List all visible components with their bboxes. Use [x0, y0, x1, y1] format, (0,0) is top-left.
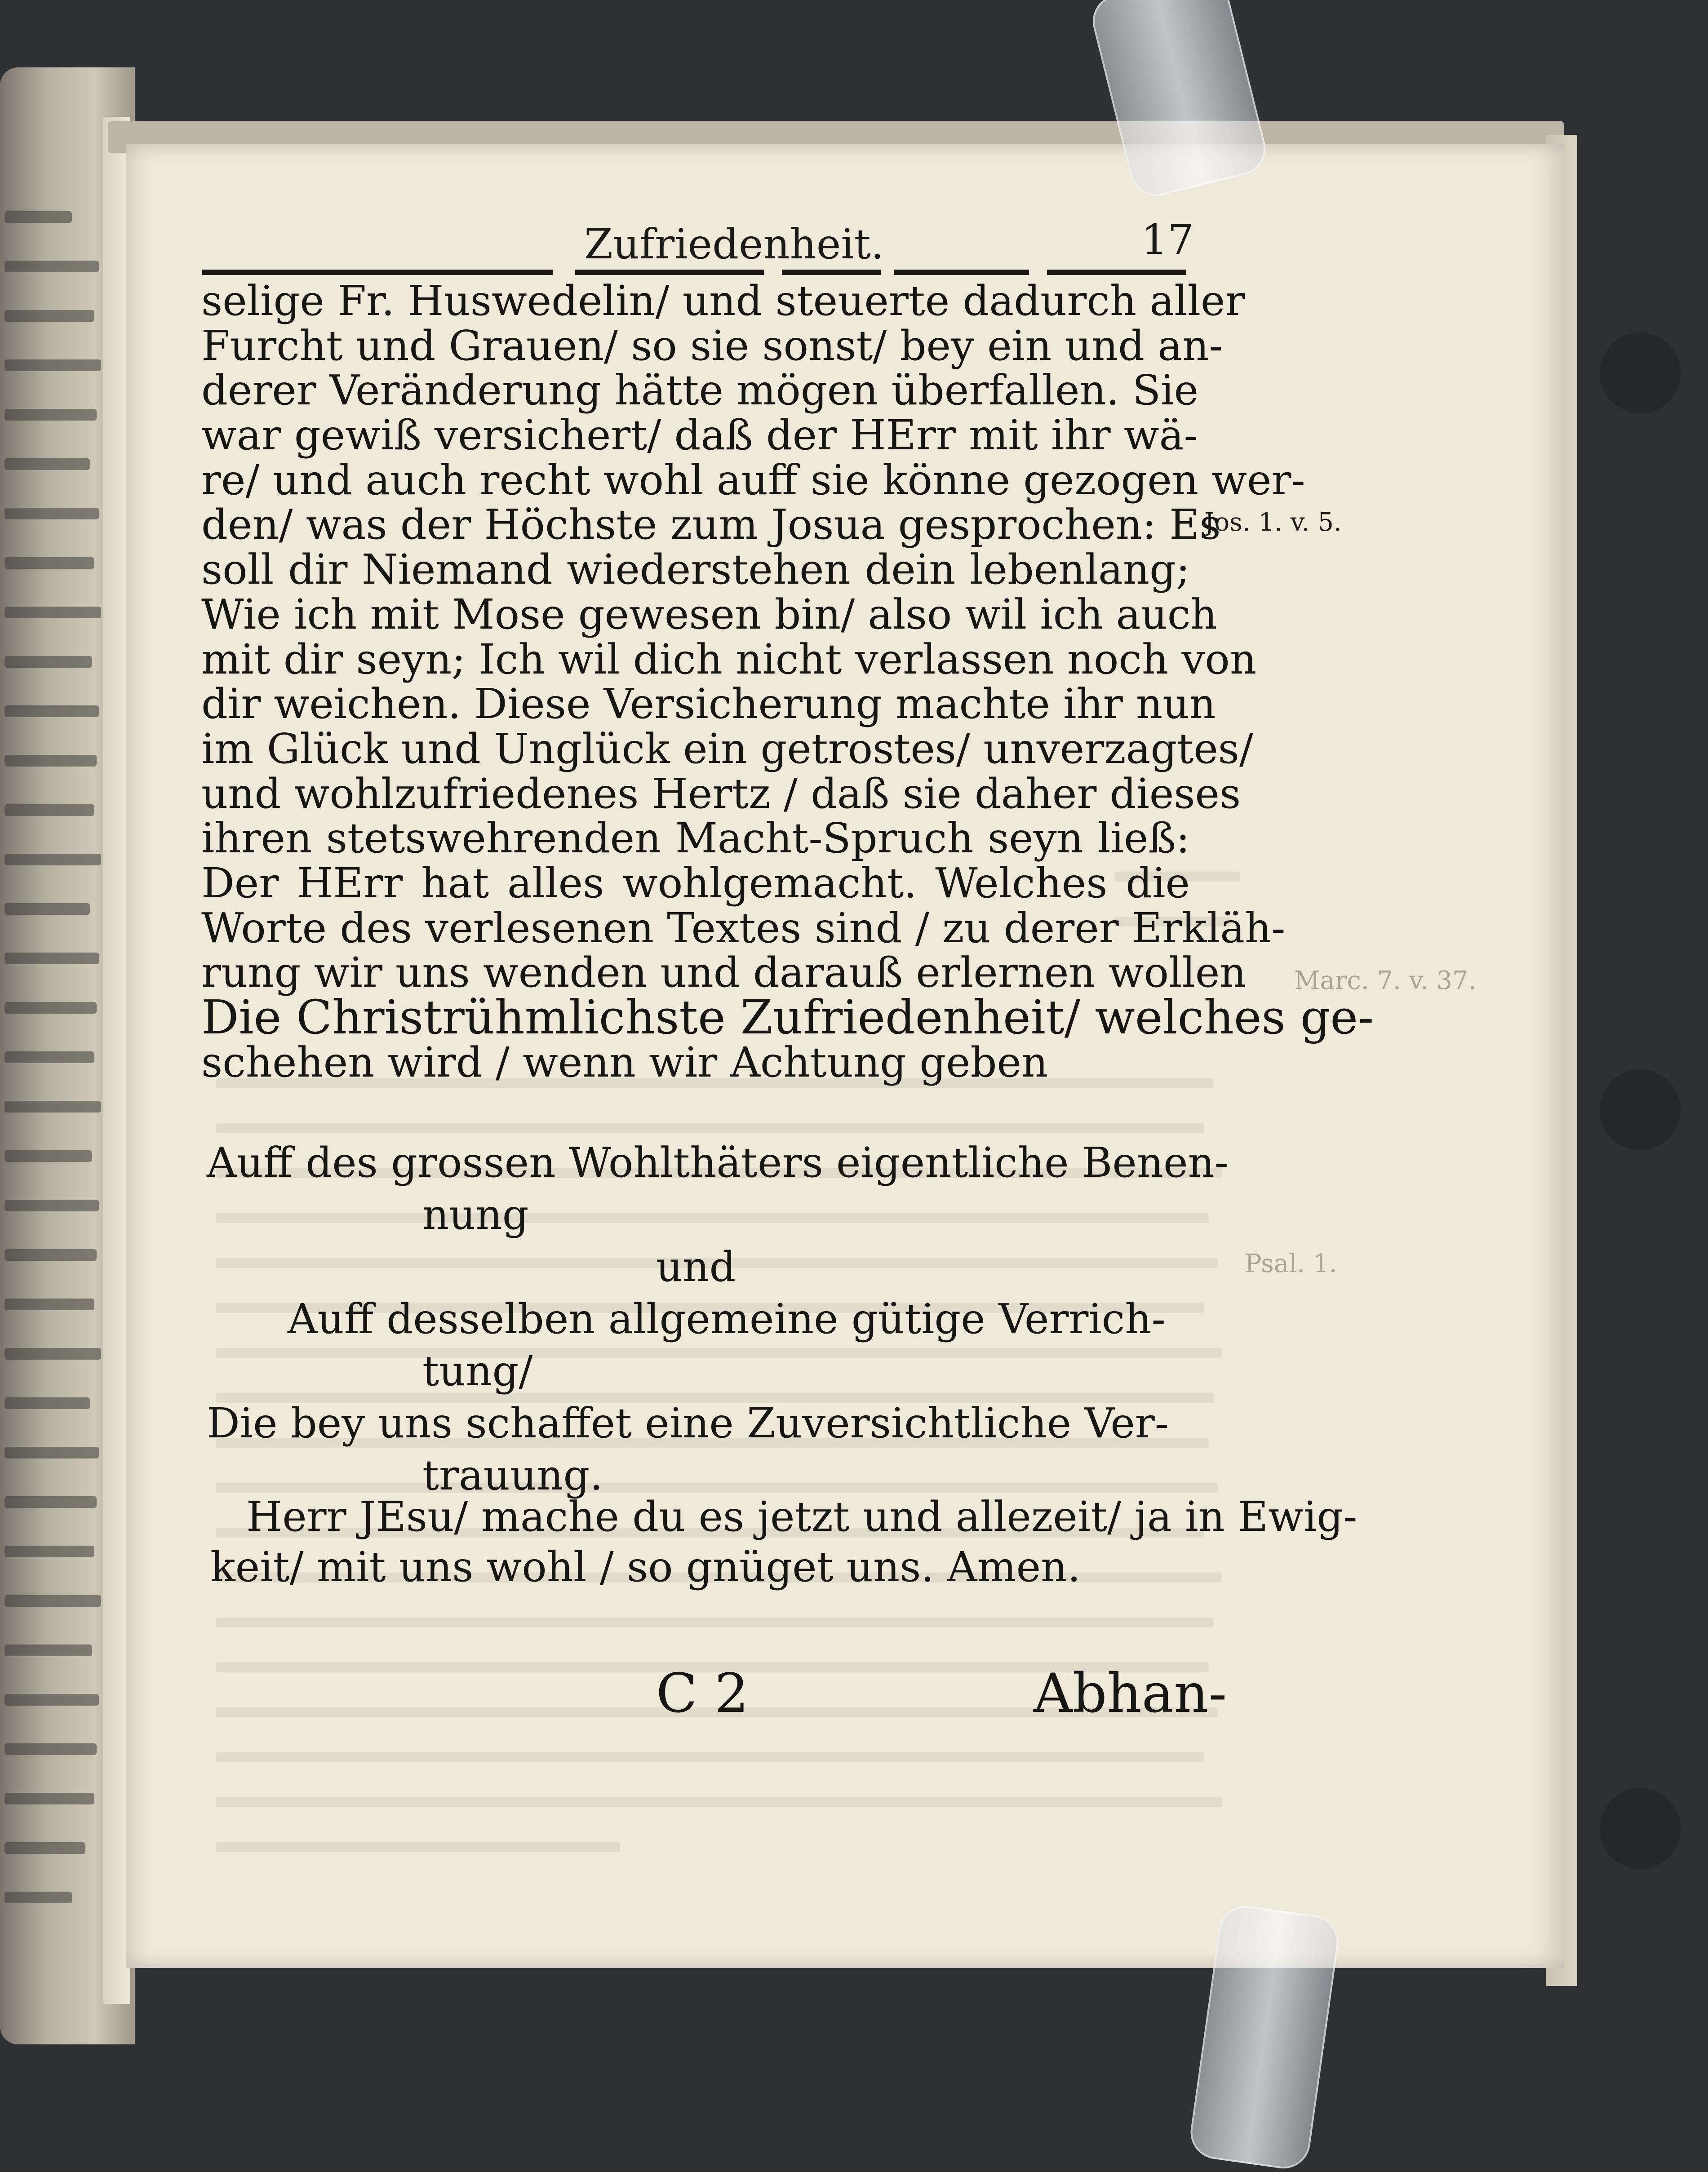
page-number: 17: [1141, 216, 1194, 264]
running-head: Zufriedenheit.: [584, 220, 884, 268]
margin-note: Jos. 1. v. 5.: [1204, 508, 1342, 537]
head-rule: [782, 270, 881, 275]
scanner-bed-hole: [1600, 1069, 1681, 1150]
division-part-three-cont: trauung.: [422, 1451, 603, 1499]
text-line: Worte des verlesenen Textes sind / zu derer Erkläh-: [201, 904, 1286, 952]
bleed-note: Psal. 1.: [1245, 1249, 1337, 1278]
division-part-one-cont: nung: [422, 1191, 529, 1239]
text-line: Die Christrühmlichste Zufriedenheit/ welches ge-: [201, 990, 1374, 1045]
sermon-division: [207, 1137, 1229, 1502]
prayer-line: Herr JEsu/ mache du es jetzt und allezeit/ ja in Ewig-: [246, 1493, 1358, 1541]
signature-mark: C 2: [656, 1662, 749, 1725]
text-line: Wie ich mit Mose gewesen bin/ also wil ich auch: [201, 590, 1217, 638]
text-line: und wohlzufriedenes Hertz / daß sie daher dieses: [201, 769, 1241, 818]
text-line: derer Veränderung hätte mögen überfallen. Sie: [201, 366, 1199, 415]
text-line: re/ und auch recht wohl auff sie könne gezogen wer-: [201, 456, 1305, 504]
head-rule: [575, 270, 764, 275]
division-part-two: Auff desselben allgemeine gütige Verrich-: [288, 1295, 1166, 1343]
division-part-three: Die bey uns schaffet eine Zuversichtliche Ver-: [207, 1399, 1169, 1447]
text-line: den/ was der Höchste zum Josua gesprochen: Es: [201, 501, 1221, 549]
bleed-note: Marc. 7. v. 37.: [1294, 966, 1477, 995]
division-part-two-cont: tung/: [422, 1347, 533, 1395]
text-line: mit dir seyn; Ich wil dich nicht verlassen noch von: [201, 635, 1257, 683]
text-line: schehen wird / wenn wir Achtung geben: [201, 1038, 1048, 1086]
text-line: ihren stetswehrenden Macht-Spruch seyn ließ:: [201, 814, 1190, 863]
text-line: soll dir Niemand wiederstehen dein lebenlang;: [201, 545, 1190, 594]
head-rule: [894, 270, 1029, 275]
scanner-bed-hole: [1600, 332, 1681, 413]
scanner-bed-hole: [1600, 1788, 1681, 1869]
catchword: Abhan-: [1034, 1662, 1227, 1725]
text-line: selige Fr. Huswedelin/ und steuerte dadurch aller: [201, 277, 1245, 325]
head-rule: [1047, 270, 1186, 275]
text-line: Furcht und Grauen/ so sie sonst/ bey ein und an-: [201, 321, 1223, 370]
text-line: Der HErr hat alles wohlgemacht. Welches die: [201, 859, 1190, 907]
text-line: im Glück und Unglück ein getrostes/ unverzagtes/: [201, 724, 1253, 773]
closing-prayer: [210, 1492, 1358, 1592]
text-line: war gewiß versichert/ daß der HErr mit ihr wä-: [201, 411, 1198, 460]
prayer-line: keit/ mit uns wohl / so gnüget uns. Amen.: [210, 1543, 1081, 1591]
head-rule: [202, 270, 553, 275]
division-part-one: Auff des grossen Wohlthäters eigentliche Benen-: [207, 1139, 1229, 1187]
text-line: dir weichen. Diese Versicherung machte ihr nun: [201, 680, 1216, 728]
division-connector: und: [656, 1243, 736, 1291]
text-line: rung wir uns wenden und darauß erlernen wollen: [201, 949, 1247, 997]
